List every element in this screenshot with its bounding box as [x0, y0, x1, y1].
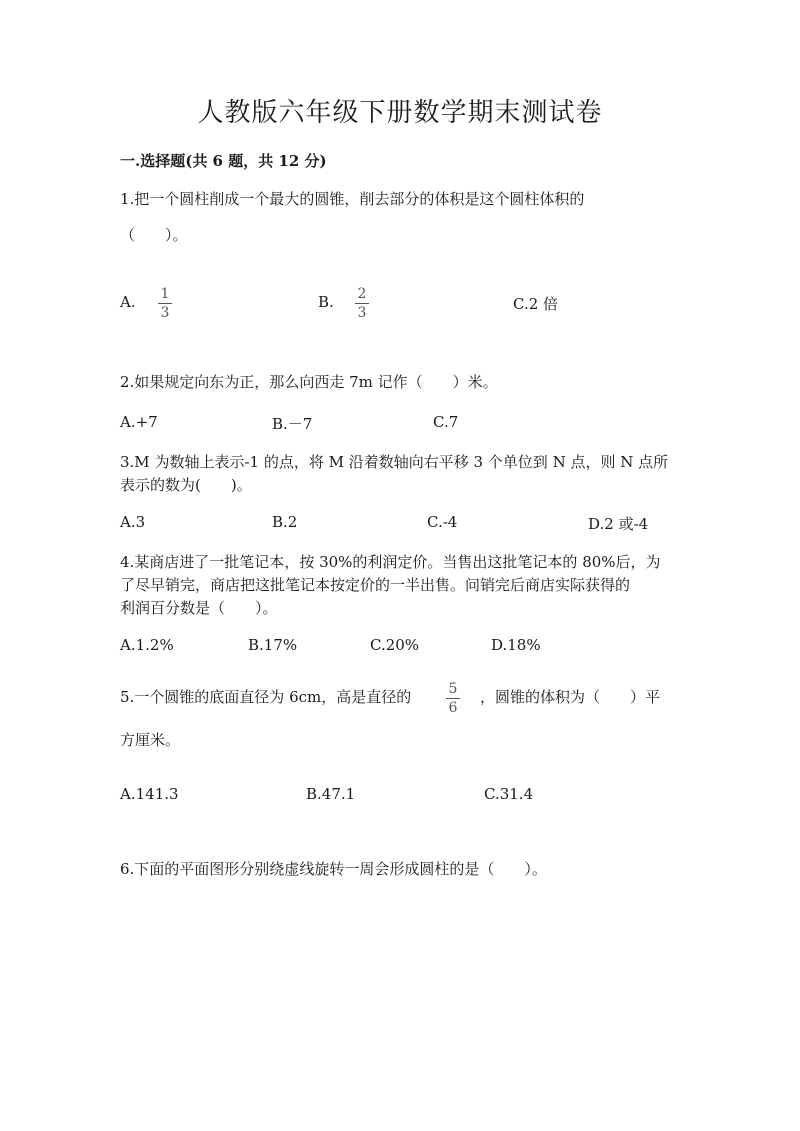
q5-option-c: C.31.4 [484, 785, 534, 803]
fraction-numerator: 1 [160, 286, 170, 302]
question-4-line-3: 利润百分数是（ ）。 [120, 599, 278, 617]
question-3-line-2: 表示的数为( )。 [120, 476, 252, 494]
question-5-part-1: 5.一个圆锥的底面直径为 6cm，高是直径的 [120, 688, 412, 706]
question-3-line-1: 3.M 为数轴上表示-1 的点，将 M 沿着数轴向右平移 3 个单位到 N 点，则 N 点所 [120, 453, 669, 471]
fraction-bar [446, 698, 460, 699]
fraction-denominator: 6 [448, 700, 458, 716]
q2-option-a: A.+7 [120, 413, 158, 431]
question-5-part-2: ，圆锥的体积为（ ）平 [480, 688, 661, 706]
q5-fraction [446, 681, 460, 716]
q2-option-b: B.－7 [272, 415, 313, 433]
fraction-numerator: 5 [448, 681, 458, 697]
fraction-denominator: 3 [160, 305, 170, 321]
fraction-numerator: 2 [357, 286, 367, 302]
q3-option-d: D.2 或-4 [588, 515, 649, 533]
q4-option-b: B.17% [248, 636, 298, 654]
question-5-line-2: 方厘米。 [120, 731, 181, 749]
q4-option-d: D.18% [491, 636, 541, 654]
q1-option-b-fraction [355, 286, 369, 321]
q1-option-c: C.2 倍 [513, 295, 559, 313]
fraction-bar [158, 303, 172, 304]
q1-option-b-label: B. [318, 293, 334, 311]
question-1-line-2: （ ）。 [120, 226, 188, 244]
q2-option-c: C.7 [433, 413, 459, 431]
fraction-bar [355, 303, 369, 304]
question-2: 2.如果规定向东为正，那么向西走 7m 记作（ ）米。 [120, 373, 498, 391]
section-heading: 一.选择题(共 6 题，共 12 分) [120, 152, 327, 170]
q4-option-a: A.1.2% [120, 636, 174, 654]
q1-option-a-fraction [158, 286, 172, 321]
q3-option-a: A.3 [120, 513, 146, 531]
q4-option-c: C.20% [370, 636, 420, 654]
question-4-line-2: 了尽早销完，商店把这批笔记本按定价的一半出售。问销完后商店实际获得的 [120, 576, 631, 594]
q1-option-a-label: A. [120, 293, 136, 311]
question-4-line-1: 4.某商店进了一批笔记本，按 30%的利润定价。当售出这批笔记本的 80%后，为 [120, 553, 661, 571]
q3-option-c: C.-4 [427, 513, 458, 531]
question-1-line-1: 1.把一个圆柱削成一个最大的圆锥，削去部分的体积是这个圆柱体积的 [120, 190, 585, 208]
question-6: 6.下面的平面图形分别绕虚线旋转一周会形成圆柱的是（ ）。 [120, 860, 547, 878]
fraction-denominator: 3 [357, 305, 367, 321]
page-title: 人教版六年级下册数学期末测试卷 [197, 98, 603, 128]
q5-option-b: B.47.1 [306, 785, 356, 803]
q3-option-b: B.2 [272, 513, 298, 531]
q5-option-a: A.141.3 [120, 785, 179, 803]
